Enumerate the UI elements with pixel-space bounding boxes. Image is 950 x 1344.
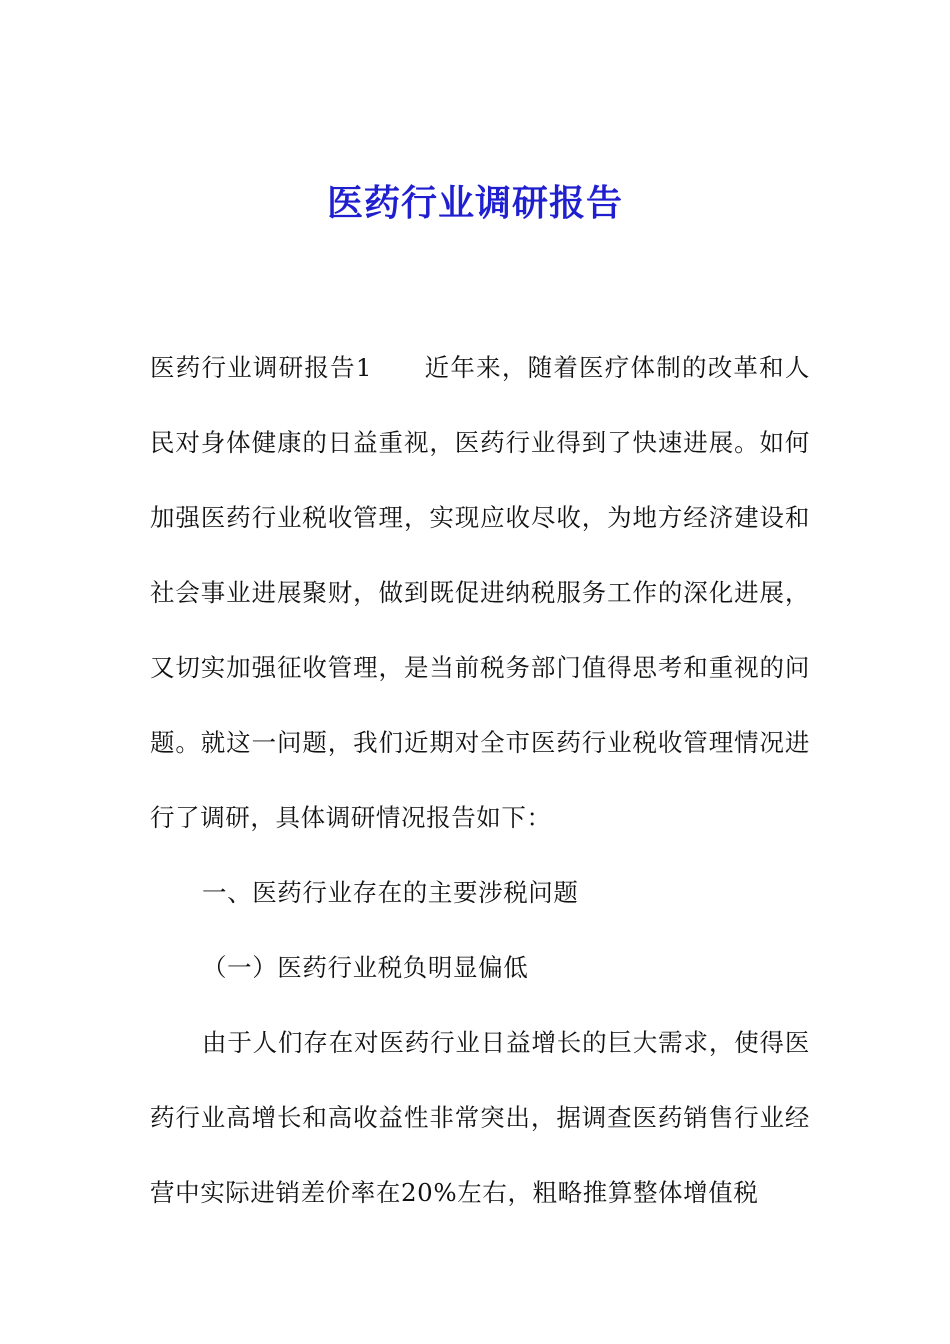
section-heading-1: 一、医药行业存在的主要涉税问题: [202, 878, 579, 907]
document-body: [150, 330, 810, 1230]
subsection-heading-1: （一）医药行业税负明显偏低: [202, 953, 529, 982]
document-title: 医药行业调研报告: [326, 182, 623, 224]
paragraph-intro-text: 近年来，随着医疗体制的改革和人民对身体健康的日益重视，医药行业得到了快速进展。如何加强医药行业税收管理，实现应收尽收，为地方经济建设和社会事业进展聚财，做到既促进纳税服务工作的深化进展，又切实加强征收管理，是当前税务部门值得思考和重视的问题。就这一问题，我们近期对全市医药行业税收管理情况进行了调研，具体调研情况报告如下：: [150, 353, 810, 832]
paragraph-body: 由于人们存在对医药行业日益增长的巨大需求，使得医药行业高增长和高收益性非常突出，据调查医药销售行业经营中实际进销差价率在20%左右，粗略推算整体增值税: [150, 1028, 810, 1207]
paragraph-intro: [150, 330, 810, 855]
report-number-label: 医药行业调研报告1: [150, 353, 373, 382]
